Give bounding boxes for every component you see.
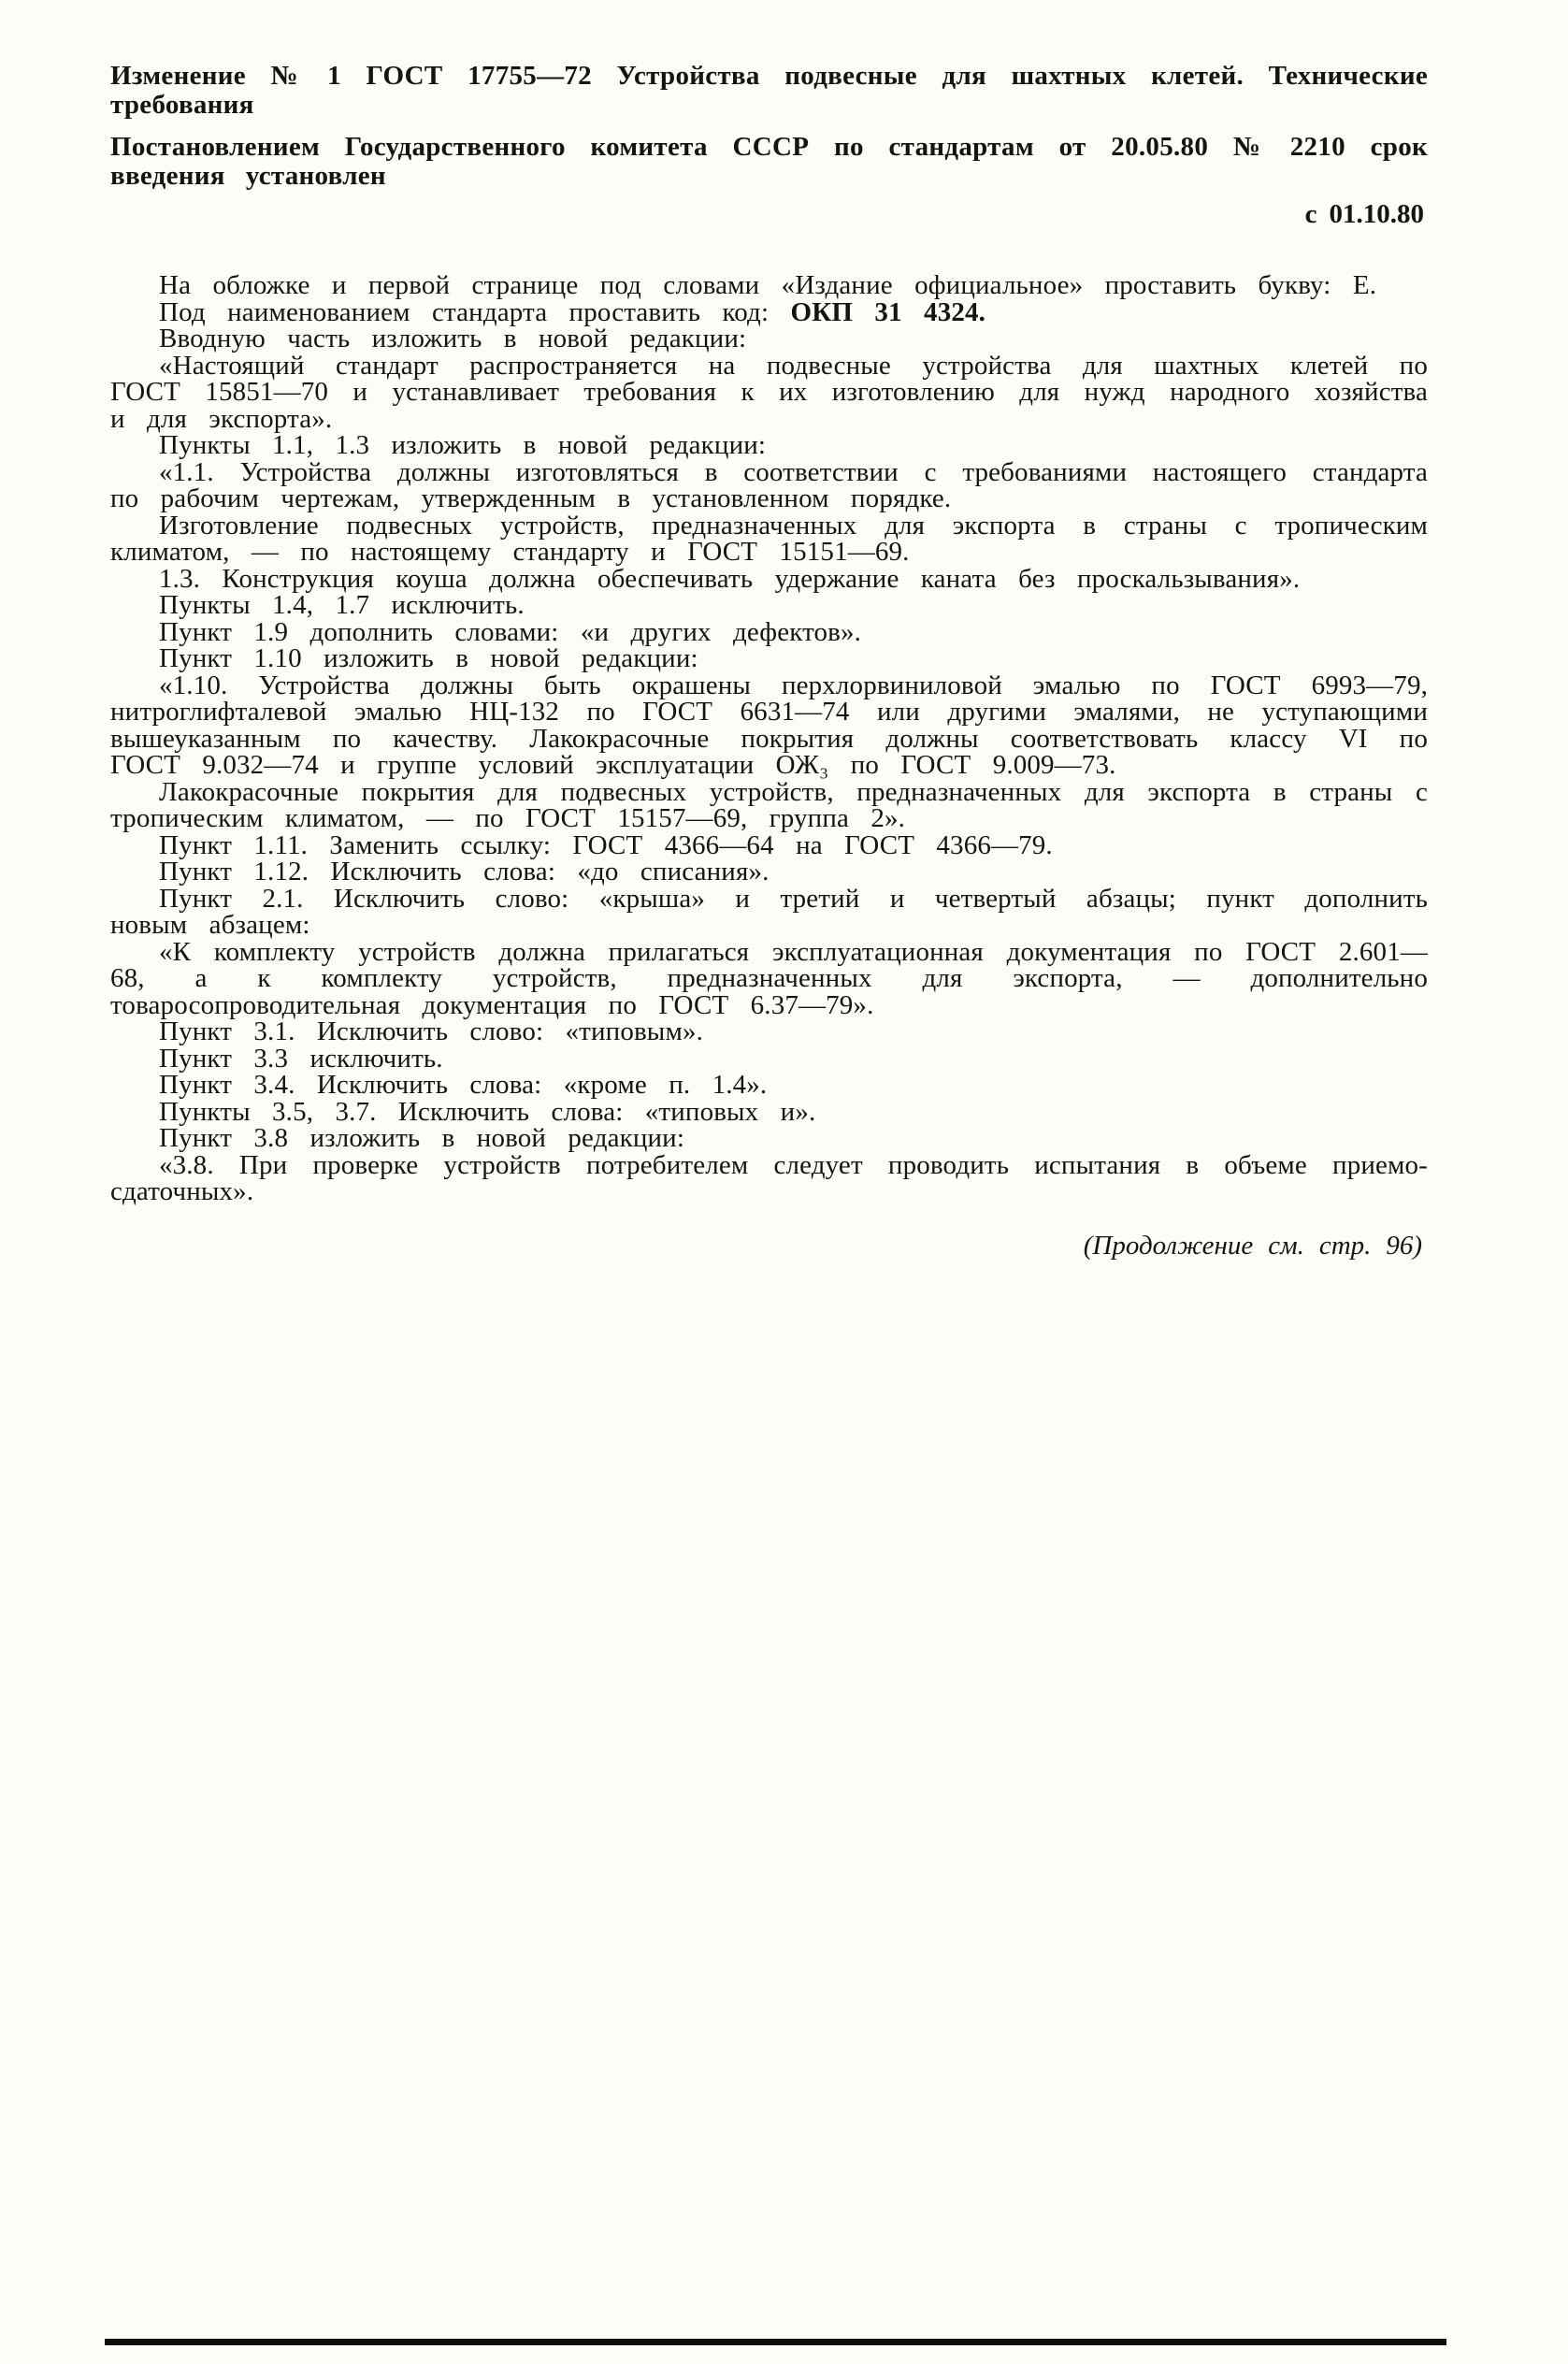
body-paragraph (110, 296, 1428, 327)
continuation-note: (Продолжение см. стр. 96) (1083, 1230, 1422, 1261)
body-paragraph: Пункт 3.4. Исключить слова: «кроме п. 1.4». (159, 1070, 768, 1100)
body-paragraph: «3.8. При проверке устройств потребителем следует проводить испытания в объеме приемо-сдаточных». (110, 1149, 1428, 1206)
body-paragraph: Вводную часть изложить в новой редакции: (159, 324, 747, 353)
body-paragraph: Пункт 1.9 дополнить словами: «и других дефектов». (159, 616, 862, 647)
body-paragraph: Изготовление подвесных устройств, предназначенных для экспорта в страны с тропическим климатом, — по настоящему стандарту и ГОСТ 15151—69. (110, 510, 1428, 567)
body-paragraph: Пункты 1.4, 1.7 исключить. (159, 590, 525, 620)
amendment-heading: Изменение № 1 ГОСТ 17755—72 Устройства подвесные для шахтных клетей. Технические требования (110, 61, 1428, 120)
body-paragraph: 1.3. Конструкция коуша должна обеспечивать удержание каната без проскальзывания». (159, 563, 1301, 594)
page-bottom-rule (105, 2339, 1446, 2345)
body-paragraph: Пункт 1.10 изложить в новой редакции: (159, 643, 698, 673)
body-paragraph: Пункт 1.12. Исключить слова: «до списания». (159, 857, 770, 886)
body-paragraph: Пункт 3.8 изложить в новой редакции: (159, 1123, 685, 1153)
body-paragraph: Пункт 2.1. Исключить слово: «крыша» и третий и четвертый абзацы; пункт дополнить новым абзацем: (110, 883, 1428, 940)
body-paragraph: На обложке и первой странице под словами «Издание официальное» проставить букву: Е. (159, 270, 1377, 300)
body-paragraph: Пункты 1.1, 1.3 изложить в новой редакции: (159, 430, 767, 460)
effective-date: с 01.10.80 (1304, 199, 1424, 229)
body-paragraph: Пункт 3.3 исключить. (159, 1043, 443, 1074)
document-header (110, 62, 1428, 229)
document-body (110, 272, 1428, 1205)
body-paragraph: «1.10. Устройства должны быть окрашены перхлорвиниловой эмалью по ГОСТ 6993—79, нитроглифталевой эмалью НЦ-132 по ГОСТ 6631—74 или другими эмалями, не уступающими вышеуказанным по качеству. Лакокрасочные покрытия должны соответствовать классу VI по ГОСТ 9.032—74 и группе условий эксплуатации ОЖ₃ по ГОСТ 9.009—73. (110, 670, 1428, 780)
body-paragraph: Пункт 1.11. Заменить ссылку: ГОСТ 4366—64 на ГОСТ 4366—79. (159, 829, 1053, 860)
body-paragraph: «1.1. Устройства должны изготовляться в соответствии с требованиями настоящего стандарта по рабочим чертежам, утвержденным в установленном порядке. (110, 456, 1428, 513)
decree-paragraph: Постановлением Государственного комитета СССР по стандартам от 20.05.80 № 2210 срок введения установлен (110, 132, 1428, 191)
body-paragraph: «Настоящий стандарт распространяется на подвесные устройства для шахтных клетей по ГОСТ 15851—70 и устанавливает требования к их изготовлению для нужд народного хозяйства и для экспорта». (110, 350, 1428, 434)
body-paragraph: «К комплекту устройств должна прилагаться эксплуатационная документация по ГОСТ 2.601—68, а к комплекту устройств, предназначенных для экспорта, — дополнительно товаросопроводительная документация по ГОСТ 6.37—79». (110, 936, 1428, 1020)
body-paragraph: Пункты 3.5, 3.7. Исключить слова: «типовых и». (159, 1096, 816, 1127)
body-paragraph: Пункт 3.1. Исключить слово: «типовым». (159, 1016, 703, 1046)
okp-code: ОКП 31 4324. (790, 296, 986, 327)
body-paragraph: Лакокрасочные покрытия для подвесных устройств, предназначенных для экспорта в страны с тропическим климатом, — по ГОСТ 15157—69, группа 2». (110, 776, 1428, 833)
paragraph-text: Под наименованием стандарта проставить код: (159, 296, 791, 327)
